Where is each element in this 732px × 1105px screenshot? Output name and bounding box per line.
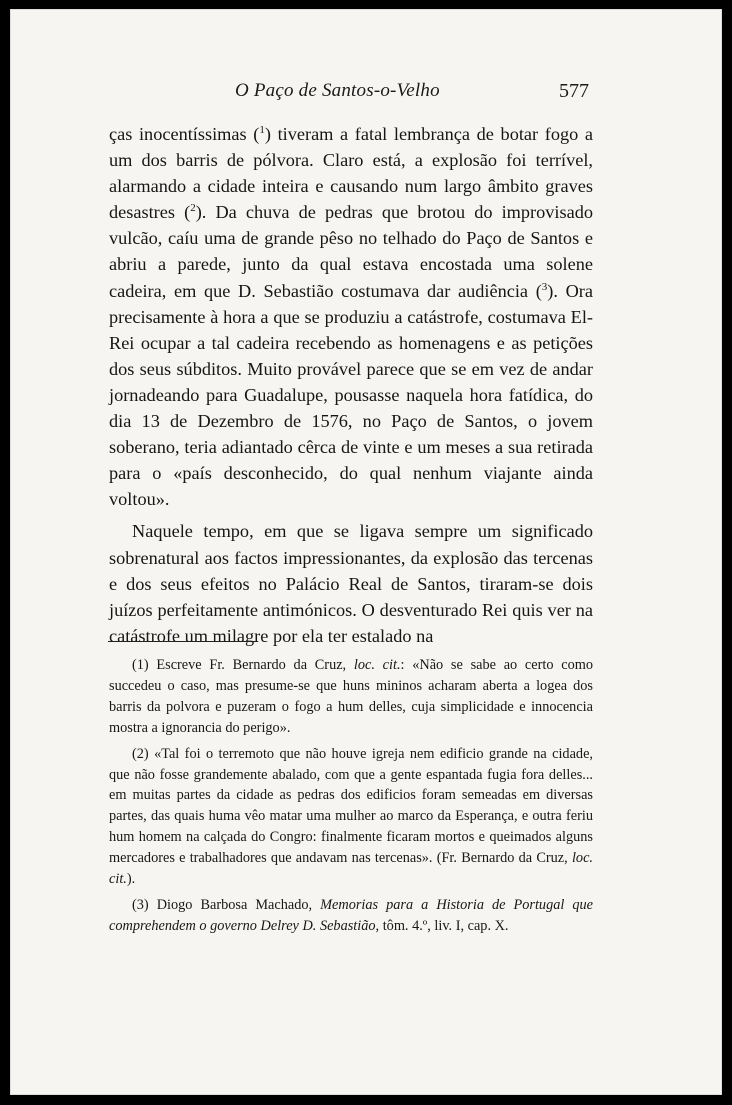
body-text — [109, 121, 593, 649]
footnote-2-text-a: «Tal foi o terremoto que não houve igreja nem edificio grande na cidade, que não fosse grandemente abalado, com que a gente espantada fugia fora delles... em muitas partes da cidade as pedras dos edificios foram semeadas em diversas partes, das quais huma vêo matar uma mulher ao marco da Esperança, e outra feriu hum homem na calçada do Congro: finalmente ficaram mortos e queimados alguns mercadores e trabalhadores que andavam nas tercenas». (Fr. Bernardo da Cruz, — [109, 745, 593, 867]
page-header — [11, 80, 723, 104]
footnote-1-text-a: Escreve Fr. Bernardo da Cruz, — [156, 657, 354, 673]
footnote-1-text-b: : «Não se sabe ao certo como succedeu o caso, mas presume-se que huns mininos acharam aberta a logea dos barris da polvora e puzeram o fogo a hum delles, cuja simplicidade e innocencia mostra a ignorancia do perigo». — [109, 657, 593, 736]
footnotes — [109, 655, 593, 942]
footnote-separator — [108, 641, 258, 642]
paragraph-1-text-a: ças inocentíssimas ( — [109, 124, 260, 144]
footnote-3-text-b: , tôm. 4.º, liv. I, cap. X. — [375, 917, 509, 934]
paragraph-1-text-b: ) tiveram a fatal lembrança de botar fogo a um dos barris de pólvora. Claro está, a explosão foi terrível, alarmando a cidade inteira e causando num largo âmbito graves desastres ( — [109, 124, 594, 223]
footnote-3 — [109, 895, 593, 937]
footnote-ref-2: 2 — [190, 202, 196, 215]
paragraph-2: Naquele tempo, em que se ligava sempre um significado sobrenatural aos factos impressionantes, da explosão das tercenas e dos seus efeitos no Palácio Real de Santos, tiraram-se dois juízos perfeitamente antimónicos. O desventurado Rei quis ver na catástrofe um milagre por ela ter estalado na — [109, 521, 593, 646]
footnote-2-number: (2) — [132, 745, 149, 762]
running-title: O Paço de Santos-o-Velho — [235, 80, 440, 101]
footnote-1 — [109, 655, 593, 739]
footnote-1-italic: loc. cit. — [353, 657, 401, 673]
footnote-1-number: (1) — [132, 657, 149, 673]
footnote-3-text-a: Diogo Barbosa Machado, — [156, 896, 321, 913]
paragraph-1-text-d: ). Ora precisamente à hora a que se produziu a catástrofe, costumava El-Rei ocupar a tal cadeira recebendo as homenagens e as petições dos seus súbditos. Muito provável parece que se em vez de andar jornadeando para Guadalupe, pousasse naquela hora fatídica, do dia 13 de Dezembro de 1576, no Paço de Santos, o jovem soberano, teria adiantado cêrca de vinte e um meses a sua retirada para o «país desconhecido, do qual nenhum viajante ainda voltou». — [109, 280, 593, 510]
paragraph-1-text-c: ). Da chuva de pedras que brotou do improvisado vulcão, caíu uma de grande pêso no telhado do Paço de Santos e abriu a parede, junto da qual estava encostada uma solene cadeira, em que D. Sebastião costumava dar audiência ( — [109, 202, 593, 301]
book-page — [10, 9, 722, 1095]
page-number: 577 — [559, 80, 589, 102]
footnote-3-italic: Memorias para a Historia de Portugal que comprehendem o governo Delrey D. Sebastião — [109, 896, 594, 934]
footnote-ref-3: 3 — [541, 280, 548, 293]
footnote-2 — [109, 744, 593, 890]
footnote-2-text-b: ). — [126, 871, 136, 888]
footnote-2-italic: loc. cit. — [109, 850, 593, 888]
footnote-ref-1: 1 — [259, 123, 265, 136]
footnote-3-number: (3) — [132, 896, 149, 913]
paragraph-1 — [109, 121, 593, 512]
